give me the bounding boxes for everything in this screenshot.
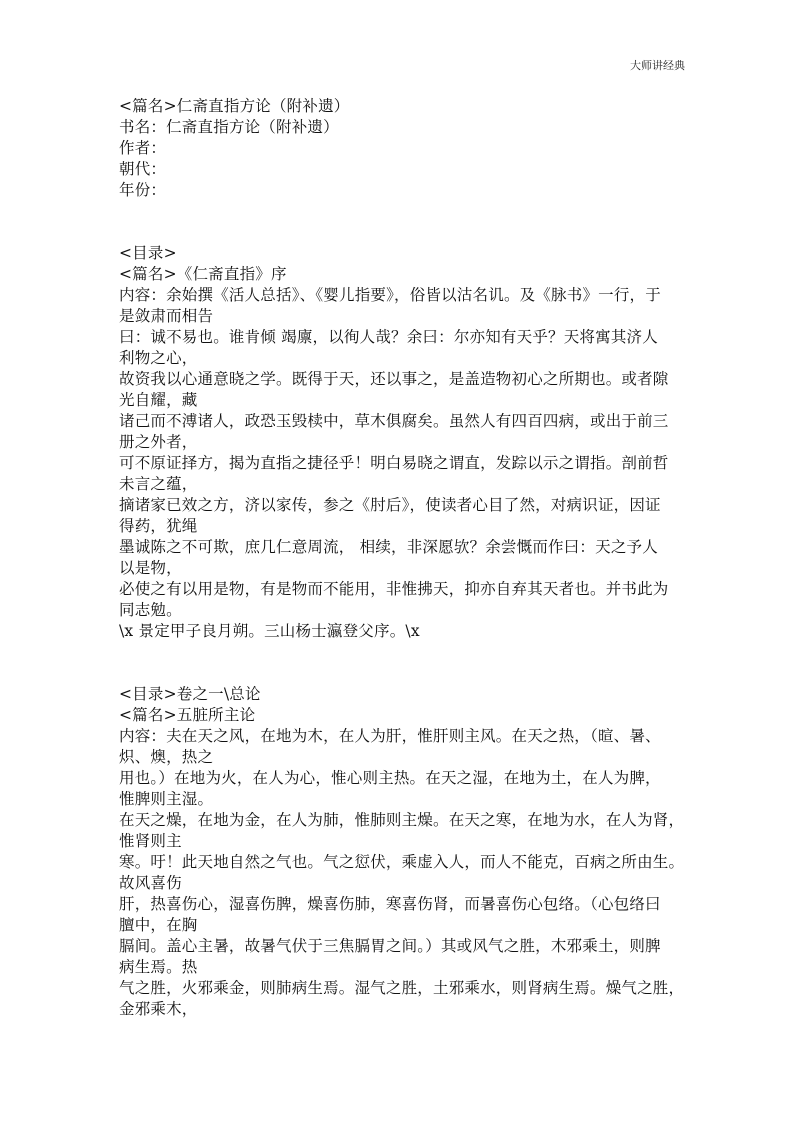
text-line: 膻中，在胸: [119, 916, 198, 934]
page-header-title: 大师讲经典: [630, 59, 685, 72]
text-line: 气之胜，火邪乘金，则肺病生焉。湿气之胜，土邪乘水，则肾病生焉。燥气之胜，: [119, 979, 685, 997]
text-line: 曰：诚不易也。谁肯倾 竭廪，以徇人哉？余曰：尔亦知有天乎？天将寓其济人: [119, 328, 658, 346]
text-line: 必使之有以用是物，有是物而不能用，非惟拂天，抑亦自弃其天者也。并书此为: [119, 580, 669, 598]
text-line: 年份：: [119, 181, 167, 199]
document-body: [119, 96, 689, 1020]
text-line: 书名：仁斋直指方论（附补遗）: [119, 118, 339, 136]
blank-line: [119, 663, 689, 684]
text-line: 作者：: [119, 139, 167, 157]
text-line: 以是物，: [119, 559, 182, 577]
text-line: 膈间。盖心主暑，故暑气伏于三焦膈胃之间。）其或风气之胜，木邪乘土，则脾: [119, 937, 661, 955]
blank-line: [119, 222, 689, 243]
text-line: 光自耀，藏: [119, 391, 198, 409]
text-line: 炽、燠，热之: [119, 748, 214, 766]
text-line: 朝代：: [119, 160, 167, 178]
blank-line: [119, 642, 689, 663]
text-line: 诸己而不溥诸人，政恐玉毁椟中，草木俱腐矣。虽然人有四百四病，或出于前三: [119, 412, 669, 430]
text-line: 在天之燥，在地为金，在人为肺，惟肺则主燥。在天之寒，在地为水，在人为肾，: [119, 811, 685, 829]
text-line: 寒。吁！此天地自然之气也。气之愆伏，乘虚入人，而人不能克，百病之所由生。: [119, 853, 685, 871]
text-line: 内容：余始撰《活人总括》、《婴儿指要》，俗皆以沽名讥。及《脉书》一行，于: [119, 286, 661, 304]
text-line: <篇名>五脏所主论: [119, 706, 256, 724]
text-line: 是敛肃而相告: [119, 307, 214, 325]
text-line: 可不原证择方，揭为直指之捷径乎！明白易晓之谓直，发踪以示之谓指。剖前哲: [119, 454, 669, 472]
text-line: 摘诸家已效之方，济以家传，参之《肘后》，使读者心目了然，对病识证，因证: [119, 496, 661, 514]
text-line: 册之外者，: [119, 433, 198, 451]
text-line: 同志勉。: [119, 601, 182, 619]
text-line: 墨诚陈之不可欺，庶几仁意周流， 相续，非深愿欤？余尝慨而作曰：天之予人: [119, 538, 658, 556]
text-line: 未言之蕴，: [119, 475, 198, 493]
text-line: 故风喜伤: [119, 874, 182, 892]
text-line: <目录>: [119, 244, 177, 262]
text-line: \x 景定甲子良月朔。三山杨士瀛登父序。\x: [119, 622, 420, 640]
text-line: 惟脾则主湿。: [119, 790, 214, 808]
text-line: 内容：夫在天之风，在地为木，在人为肝，惟肝则主风。在天之热，（暄、暑、: [119, 727, 661, 745]
text-line: <目录>卷之一\总论: [119, 685, 261, 703]
text-line: 金邪乘木，: [119, 1000, 198, 1018]
text-line: 病生焉。热: [119, 958, 198, 976]
text-line: 故资我以心通意晓之学。既得于天，还以事之，是盖造物初心之所期也。或者隙: [119, 370, 669, 388]
text-line: <篇名>《仁斋直指》序: [119, 265, 287, 283]
text-line: 利物之心，: [119, 349, 198, 367]
text-line: 惟肾则主: [119, 832, 182, 850]
text-line: 肝，热喜伤心，湿喜伤脾，燥喜伤肺，寒喜伤肾，而暑喜伤心包络。（心包络曰: [119, 895, 661, 913]
text-line: <篇名>仁斋直指方论（附补遗）: [119, 97, 350, 115]
blank-line: [119, 201, 689, 222]
text-line: 用也。）在地为火，在人为心，惟心则主热。在天之湿，在地为土，在人为脾，: [119, 769, 661, 787]
text-line: 得药，犹绳: [119, 517, 198, 535]
